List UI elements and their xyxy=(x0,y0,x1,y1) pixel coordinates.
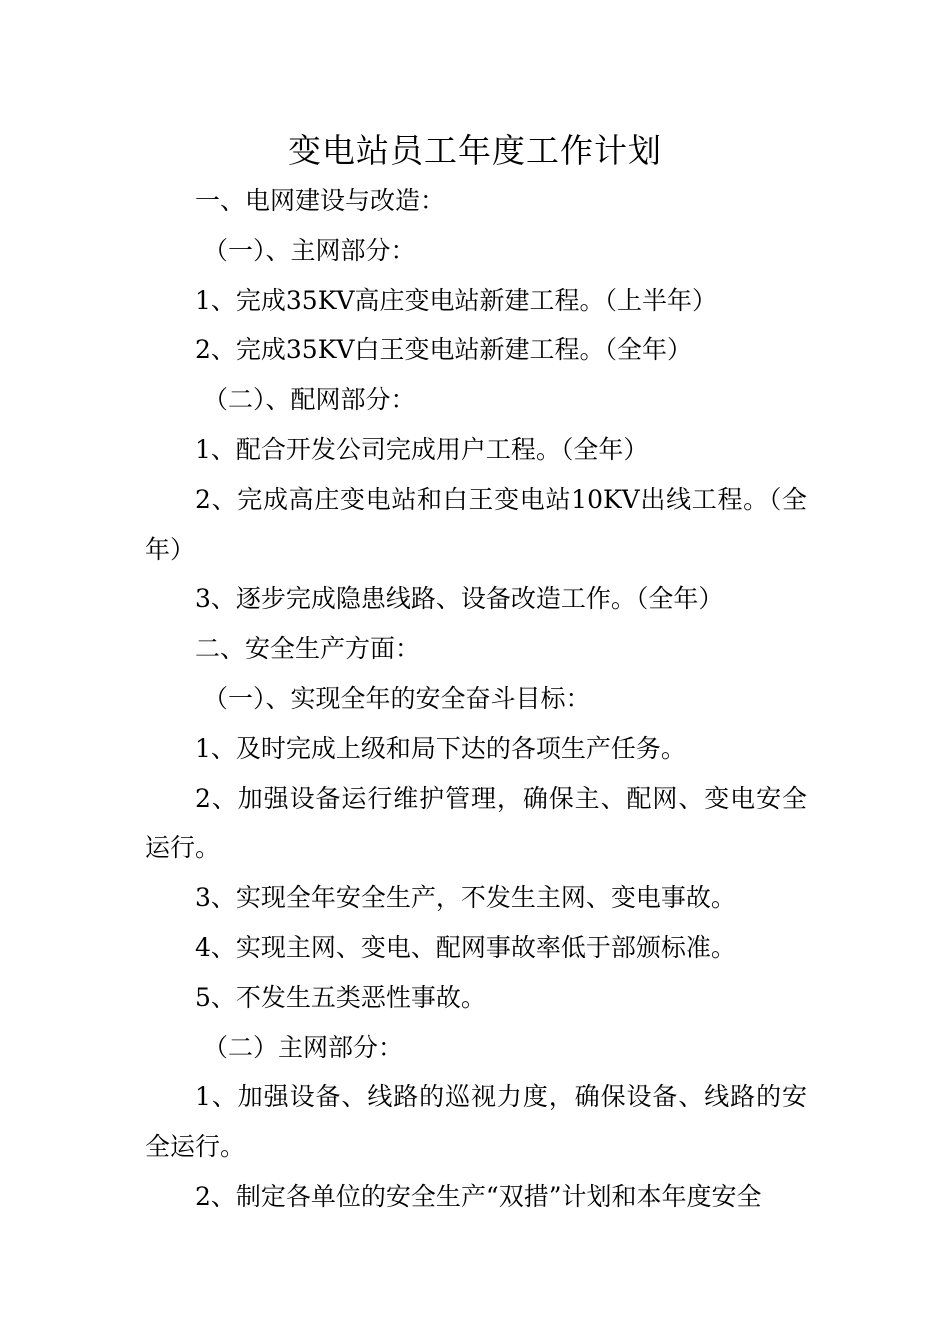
section-heading: 二、安全生产方面： xyxy=(195,634,421,664)
paragraph: 2、完成35KV白王变电站新建工程。（全年） xyxy=(195,335,692,365)
paragraph: 2、加强设备运行维护管理，确保主、配网、变电安全运行。 xyxy=(145,783,807,863)
subsection-heading: （二）主网部分： xyxy=(203,1032,404,1062)
subsection-heading: （一）、实现全年的安全奋斗目标： xyxy=(203,683,591,713)
paragraph: 1、及时完成上级和局下达的各项生产任务。 xyxy=(195,733,686,763)
paragraph: 4、实现主网、变电、配网事故率低于部颁标准。 xyxy=(195,932,736,962)
paragraph: 1、完成35KV高庄变电站新建工程。（上半年） xyxy=(195,285,717,315)
section-heading: 一、电网建设与改造： xyxy=(195,186,446,215)
document-body xyxy=(145,176,807,1222)
paragraph: 2、完成高庄变电站和白王变电站10KV出线工程。（全年） xyxy=(145,484,807,564)
paragraph: 3、实现全年安全生产，不发生主网、变电事故。 xyxy=(195,883,736,913)
paragraph: 1、加强设备、线路的巡视力度，确保设备、线路的安全运行。 xyxy=(145,1082,807,1162)
paragraph: 2、制定各单位的安全生产“双措”计划和本年度安全 xyxy=(195,1181,762,1211)
paragraph: 3、逐步完成隐患线路、设备改造工作。（全年） xyxy=(195,584,724,614)
paragraph: 5、不发生五类恶性事故。 xyxy=(195,982,486,1012)
subsection-heading: （一）、主网部分： xyxy=(203,235,416,265)
subsection-heading: （二）、配网部分： xyxy=(203,385,416,415)
paragraph: 1、配合开发公司完成用户工程。（全年） xyxy=(195,434,649,464)
document-title: 变电站员工年度工作计划 xyxy=(288,131,662,170)
